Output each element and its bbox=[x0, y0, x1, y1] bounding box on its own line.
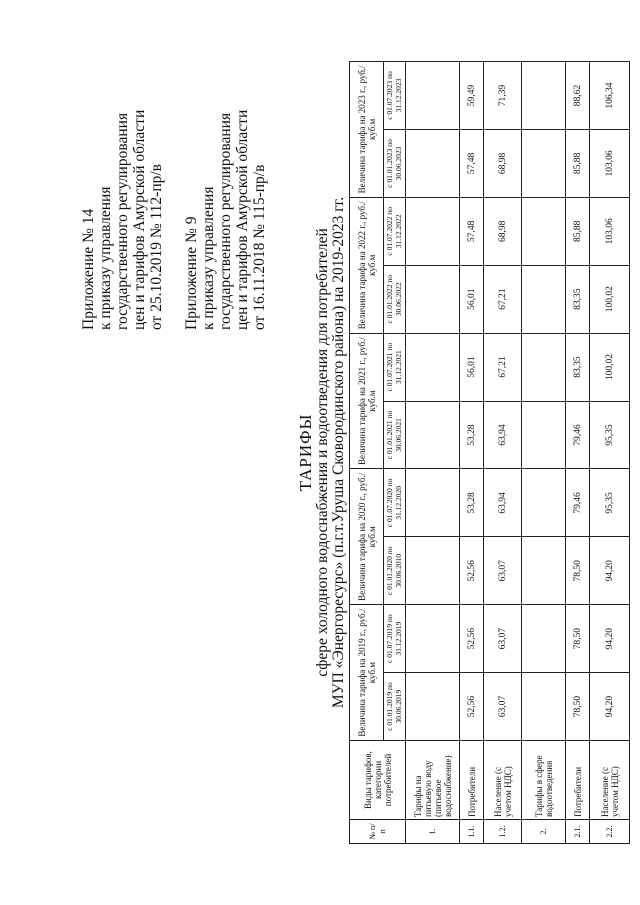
tariff-value: 94,20 bbox=[590, 605, 630, 673]
header-period: с 01.01.2019 по 30.06.2019 bbox=[384, 673, 406, 741]
row-name: Потребители bbox=[566, 741, 590, 820]
row-name: Население (с учетом НДС) bbox=[590, 741, 630, 820]
tariff-value: 85,88 bbox=[566, 197, 590, 265]
appendix-line: от 16.11.2018 № 115-пр/в bbox=[251, 164, 268, 330]
tariff-value bbox=[522, 401, 566, 469]
tariff-value: 52,56 bbox=[460, 537, 484, 605]
tariff-value bbox=[522, 605, 566, 673]
tariff-value: 59,49 bbox=[460, 62, 484, 130]
header-year-2023: Величина тарифа на 2023 г., руб./куб.м bbox=[350, 62, 384, 198]
tariff-value: 52,56 bbox=[460, 673, 484, 741]
tariff-value: 56,01 bbox=[460, 333, 484, 401]
tariff-value bbox=[522, 265, 566, 333]
row-number: 2.1. bbox=[566, 820, 590, 844]
document-title: ТАРИФЫ bbox=[296, 413, 315, 492]
tariff-value bbox=[522, 673, 566, 741]
tariff-value bbox=[522, 537, 566, 605]
tariff-value: 85,88 bbox=[566, 129, 590, 197]
appendix-14-block bbox=[80, 110, 165, 330]
table-row bbox=[566, 62, 590, 844]
tariff-value: 68,98 bbox=[484, 129, 522, 197]
table-row bbox=[522, 62, 566, 844]
table-row bbox=[484, 62, 522, 844]
tariff-value: 79,46 bbox=[566, 469, 590, 537]
tariff-value: 78,50 bbox=[566, 537, 590, 605]
row-number: 2.2. bbox=[590, 820, 630, 844]
tariff-value: 83,35 bbox=[566, 265, 590, 333]
document-subtitle-organization: МУП «Энергоресурс» (п.г.т.Уруша Сковородинского района) на 2019-2023 гг. bbox=[330, 196, 347, 709]
tariff-value bbox=[406, 605, 460, 673]
tariff-value: 67,21 bbox=[484, 333, 522, 401]
tariff-value bbox=[406, 537, 460, 605]
tariff-value bbox=[406, 265, 460, 333]
document-subtitle: сфере холодного водоснабжения и водоотведения для потребителей bbox=[314, 228, 331, 677]
tariff-value: 95,35 bbox=[590, 469, 630, 537]
tariff-value: 67,21 bbox=[484, 265, 522, 333]
row-number: 2. bbox=[522, 820, 566, 844]
tariff-value: 63,94 bbox=[484, 401, 522, 469]
tariff-value bbox=[406, 469, 460, 537]
header-year-2022: Величина тарифа на 2022 г., руб./куб.м bbox=[350, 197, 384, 333]
header-period: с 01.01.2023 по 30.06.2023 bbox=[384, 129, 406, 197]
header-year-2020: Величина тарифа на 2020 г., руб./куб.м bbox=[350, 469, 384, 605]
tariff-value: 52,56 bbox=[460, 605, 484, 673]
table-row bbox=[590, 62, 630, 844]
tariff-value: 94,20 bbox=[590, 673, 630, 741]
row-name: Потребители bbox=[460, 741, 484, 820]
tariff-value: 78,50 bbox=[566, 673, 590, 741]
appendix-line: государственного регулирования bbox=[114, 112, 131, 330]
tariff-value: 78,50 bbox=[566, 605, 590, 673]
row-number: 1. bbox=[406, 820, 460, 844]
appendix-9-block bbox=[183, 110, 268, 330]
tariff-value bbox=[522, 333, 566, 401]
header-period: с 01.07.2019 по 31.12.2019 bbox=[384, 605, 406, 673]
table-row bbox=[460, 62, 484, 844]
tariff-value bbox=[522, 469, 566, 537]
row-name: Население (с учетом НДС) bbox=[484, 741, 522, 820]
appendix-line: от 25.10.2019 № 112-пр/в bbox=[148, 164, 165, 330]
header-period: с 01.01.2021 по 30.06.2021 bbox=[384, 401, 406, 469]
tariff-value: 88,62 bbox=[566, 62, 590, 130]
appendix-line: государственного регулирования bbox=[217, 112, 234, 330]
tariff-table bbox=[349, 61, 630, 844]
tariff-value: 103,06 bbox=[590, 197, 630, 265]
tariff-value: 53,28 bbox=[460, 401, 484, 469]
header-period: с 01.07.2023 по 31.12.2023 bbox=[384, 62, 406, 130]
appendix-line: Приложение № 14 bbox=[80, 208, 97, 330]
tariff-value: 63,07 bbox=[484, 673, 522, 741]
tariff-value bbox=[406, 62, 460, 130]
tariff-value: 100,02 bbox=[590, 265, 630, 333]
tariff-value: 83,35 bbox=[566, 333, 590, 401]
header-period: с 01.07.2020 по 31.12.2020 bbox=[384, 469, 406, 537]
appendix-line: цен и тарифов Амурской области bbox=[131, 109, 148, 330]
tariff-value: 63,94 bbox=[484, 469, 522, 537]
tariff-value bbox=[522, 62, 566, 130]
tariff-value bbox=[406, 401, 460, 469]
header-year-2019: Величина тарифа на 2019 г., руб./куб.м bbox=[350, 605, 384, 741]
appendix-line: Приложение № 9 bbox=[183, 216, 200, 330]
appendix-line: цен и тарифов Амурской области bbox=[234, 109, 251, 330]
tariff-value: 57,48 bbox=[460, 129, 484, 197]
row-name: Тарифы в сфере водоотведения bbox=[522, 741, 566, 820]
tariff-value bbox=[406, 197, 460, 265]
header-period: с 01.07.2022 по 31.12.2022 bbox=[384, 197, 406, 265]
tariff-value bbox=[522, 197, 566, 265]
tariff-value: 100,02 bbox=[590, 333, 630, 401]
header-period: с 01.01.2022 по 30.06.2022 bbox=[384, 265, 406, 333]
tariff-value: 56,01 bbox=[460, 265, 484, 333]
tariff-value bbox=[406, 673, 460, 741]
tariff-value: 63,07 bbox=[484, 537, 522, 605]
header-number: № п/п bbox=[350, 820, 406, 844]
tariff-value: 57,48 bbox=[460, 197, 484, 265]
tariff-value: 95,35 bbox=[590, 401, 630, 469]
tariff-value bbox=[406, 129, 460, 197]
tariff-value: 63,07 bbox=[484, 605, 522, 673]
tariff-value: 106,34 bbox=[590, 62, 630, 130]
header-tariff-type: Виды тарифов, категории потребителей bbox=[350, 741, 406, 820]
header-year-2021: Величина тарифа на 2021 г., руб./куб.м bbox=[350, 333, 384, 469]
header-period: с 01.07.2021 по 31.12.2021 bbox=[384, 333, 406, 401]
header-period: с 01.01.2020 по 30.06.2010 bbox=[384, 537, 406, 605]
tariff-value bbox=[406, 333, 460, 401]
tariff-value: 71,39 bbox=[484, 62, 522, 130]
appendix-line: к приказу управления bbox=[200, 186, 217, 330]
tariff-value: 103,06 bbox=[590, 129, 630, 197]
tariff-value: 68,98 bbox=[484, 197, 522, 265]
tariff-value: 94,20 bbox=[590, 537, 630, 605]
tariff-value: 53,28 bbox=[460, 469, 484, 537]
row-number: 1.2. bbox=[484, 820, 522, 844]
table-row bbox=[406, 62, 460, 844]
appendix-line: к приказу управления bbox=[97, 186, 114, 330]
tariff-value bbox=[522, 129, 566, 197]
row-name: Тарифы на питьевую воду (питьевое водоснабжение) bbox=[406, 741, 460, 820]
row-number: 1.1. bbox=[460, 820, 484, 844]
tariff-value: 79,46 bbox=[566, 401, 590, 469]
